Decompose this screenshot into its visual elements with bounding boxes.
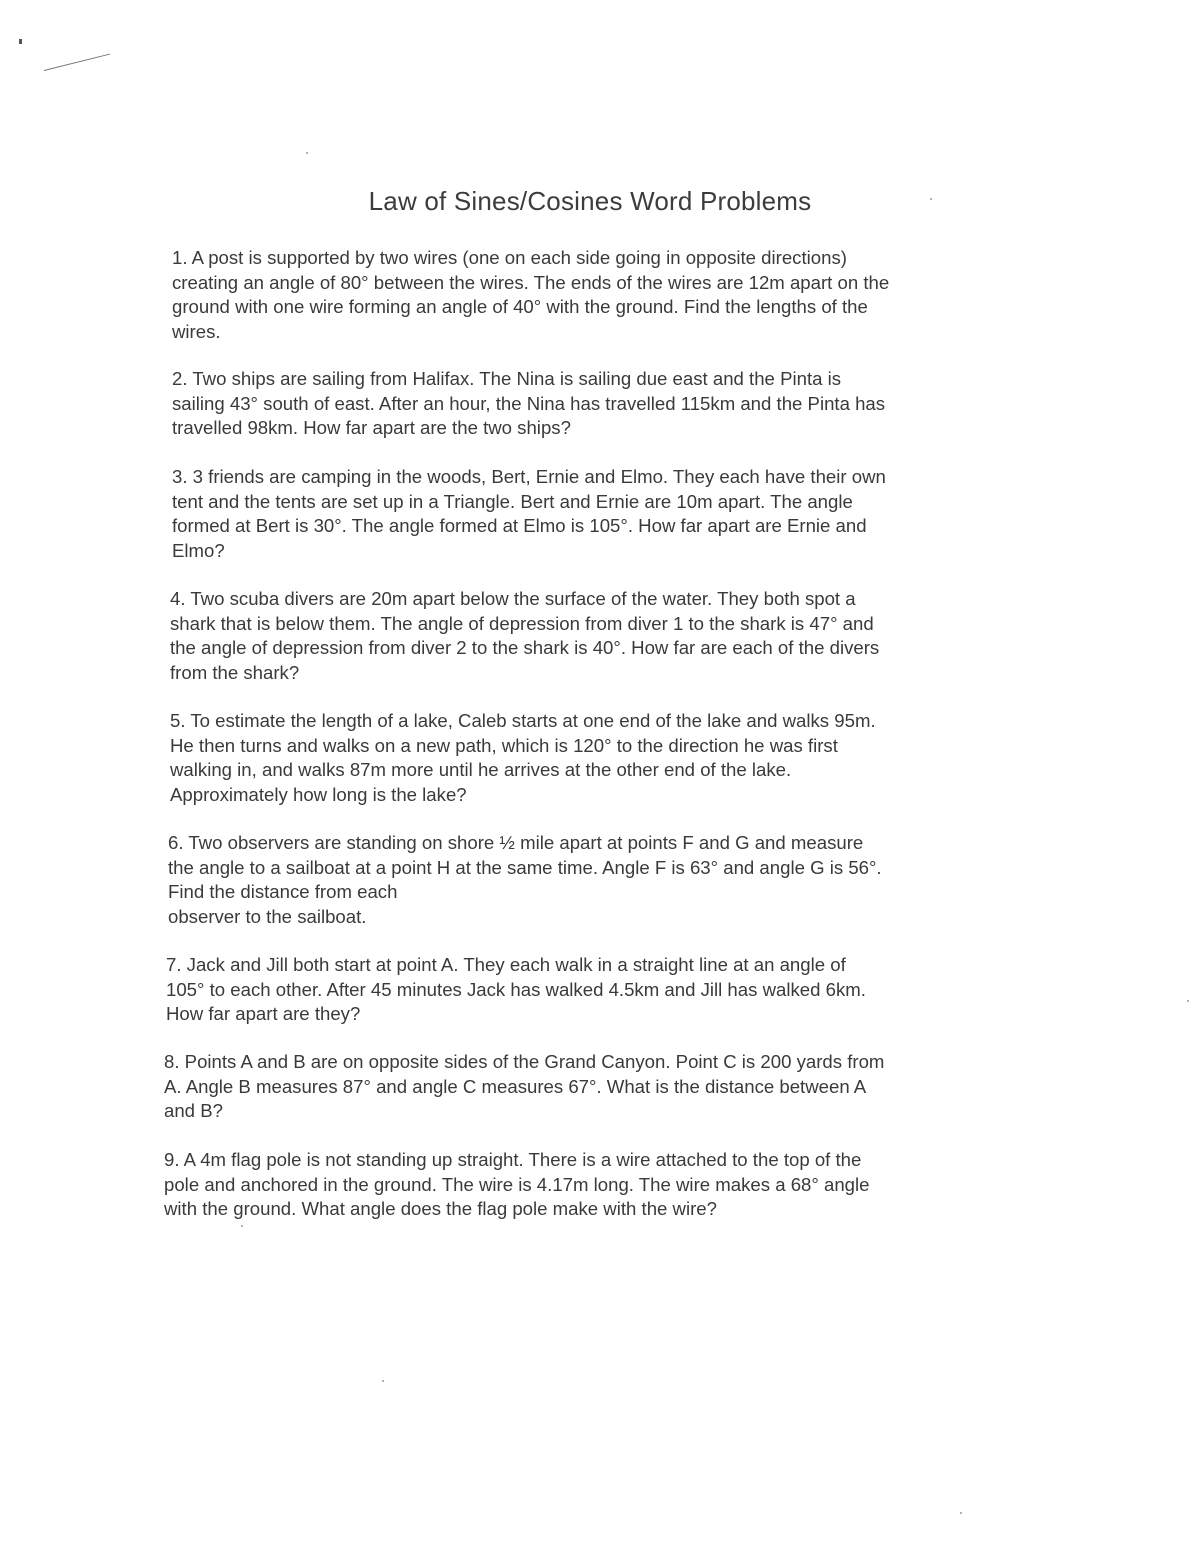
problem-6: 6. Two observers are standing on shore ½ mile apart at points F and G and measure the angle to a sailboat at a point H at the same time. Angle F is 63° and angle G is 56°. Find the distance from each observer to the sailboat. — [168, 832, 882, 927]
problem-5: 5. To estimate the length of a lake, Caleb starts at one end of the lake and walks 95m. He then turns and walks on a new path, which is 120° to the direction he was first walking in, and walks 87m more until he arrives at the other end of the lake. Approximately how long is the lake? — [170, 710, 876, 805]
worksheet-title: Law of Sines/Cosines Word Problems — [368, 186, 812, 216]
problem-3: 3. 3 friends are camping in the woods, Bert, Ernie and Elmo. They each have their own tent and the tents are set up in a Triangle. Bert and Ernie are 10m apart. The angle formed at Bert is 30°. The angle formed at Elmo is 105°. How far apart are Ernie and Elmo? — [172, 466, 886, 561]
scan-speck — [960, 1512, 962, 1514]
scan-pen-stroke — [44, 54, 110, 71]
problem-8: 8. Points A and B are on opposite sides of the Grand Canyon. Point C is 200 yards from A. Angle B measures 87° and angle C measures 67°. What is the distance between A and B? — [164, 1051, 885, 1121]
problem-9: 9. A 4m flag pole is not standing up straight. There is a wire attached to the top of the pole and anchored in the ground. The wire is 4.17m long. The wire makes a 68° angle with the ground. What angle does the flag pole make with the wire? — [164, 1149, 870, 1219]
scan-speck — [1187, 1000, 1189, 1002]
problem-7: 7. Jack and Jill both start at point A. They each walk in a straight line at an angle of 105° to each other. After 45 minutes Jack has walked 4.5km and Jill has walked 6km. How far apart are they? — [166, 954, 866, 1024]
scan-speck-mark — [19, 39, 22, 44]
problem-4: 4. Two scuba divers are 20m apart below the surface of the water. They both spot a shark that is below them. The angle of depression from diver 1 to the shark is 47° and the angle of depression from diver 2 to the shark is 40°. How far are each of the divers from the shark? — [170, 588, 880, 683]
scan-speck — [241, 1225, 243, 1227]
scan-speck — [306, 152, 308, 154]
problem-1: 1. A post is supported by two wires (one on each side going in opposite directions) creating an angle of 80° between the wires. The ends of the wires are 12m apart on the ground with one wire forming an angle of 40° with the ground. Find the lengths of the wires. — [172, 247, 890, 342]
scan-speck — [382, 1380, 384, 1382]
problem-2: 2. Two ships are sailing from Halifax. The Nina is sailing due east and the Pinta is sailing 43° south of east. After an hour, the Nina has travelled 115km and the Pinta has travelled 98km. How far apart are the two ships? — [172, 368, 886, 438]
